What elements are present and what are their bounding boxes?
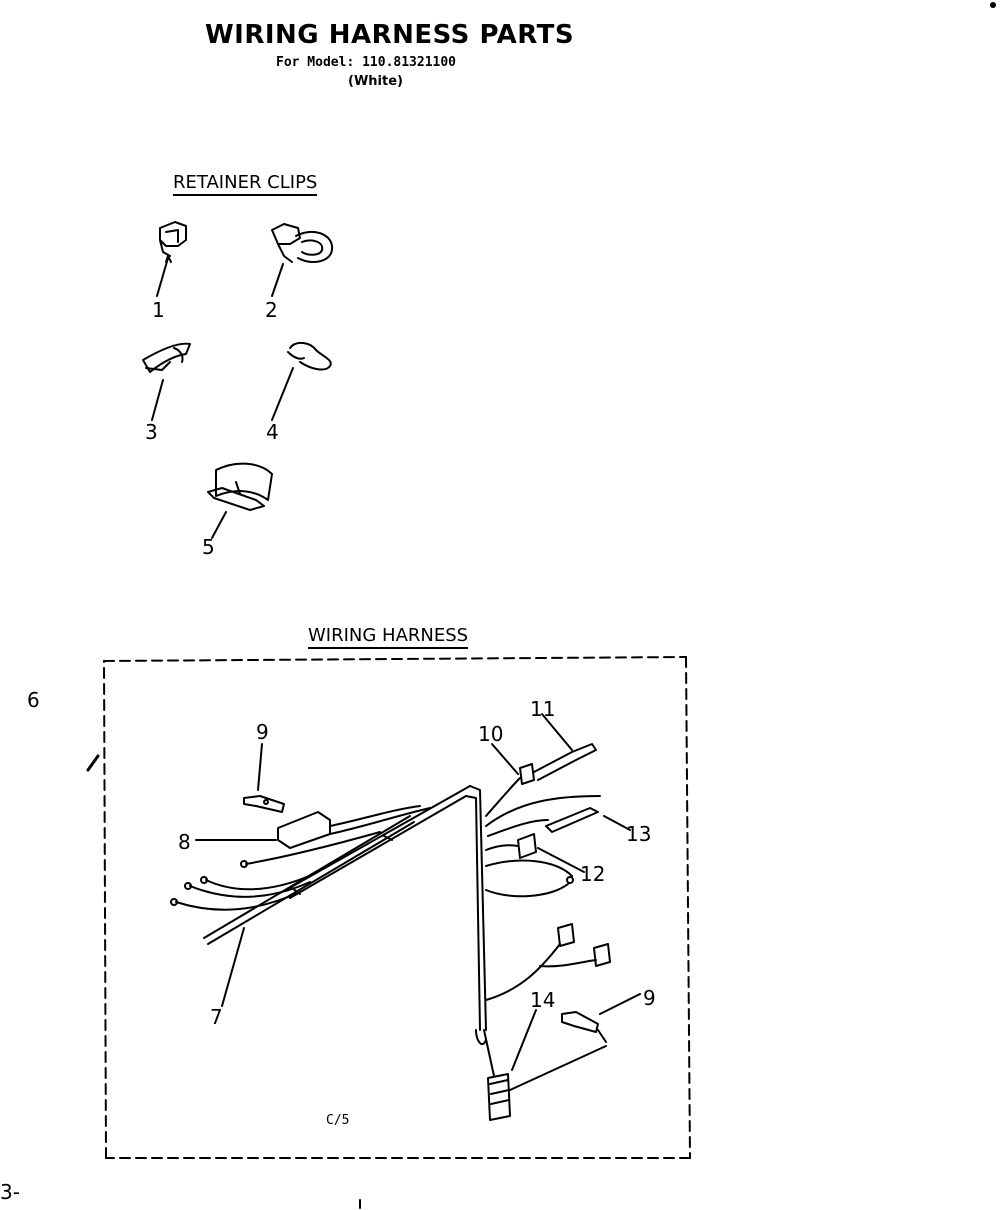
retainer-clip-4 [288,343,331,370]
leader-7 [222,928,244,1006]
leader-9-right [600,994,640,1014]
callout-8: 8 [178,830,191,854]
frame-tick [88,756,98,770]
harness-item-9-right [562,1012,606,1042]
leader-13 [604,816,630,830]
leader-1 [157,258,168,296]
callout-5: 5 [202,535,215,559]
harness-frame [104,657,690,1158]
model-number: For Model: 110.81321100 [276,55,457,70]
callout-9-top: 9 [256,720,269,744]
leader-9-top [258,744,262,790]
harness-item-13 [486,796,600,836]
retainer-clip-5 [208,464,272,510]
retainer-clip-1 [160,222,186,256]
retainer-clips-heading: RETAINER CLIPS [173,172,317,196]
retainer-clip-2 [272,224,332,262]
callout-2: 2 [265,298,278,322]
harness-item-12 [486,834,573,896]
harness-item-8 [241,806,430,867]
callout-1: 1 [152,298,165,322]
callout-11: 11 [530,697,556,721]
page-mark-6: 6 [27,688,40,712]
leader-2 [272,264,283,296]
harness-item-14 [484,1030,606,1120]
callout-13: 13 [626,822,652,846]
callout-4: 4 [266,420,279,444]
harness-item-10 [486,764,534,816]
leader-3 [152,380,163,420]
page-mark-bottom-left: 3- [0,1180,20,1204]
callout-7: 7 [210,1005,223,1029]
leader-5 [212,512,226,538]
callout-14: 14 [530,988,556,1012]
model-color: (White) [348,74,403,89]
callout-9-right: 9 [643,986,656,1010]
page-title: WIRING HARNESS PARTS [205,20,575,50]
wiring-harness-heading: WIRING HARNESS [308,625,468,649]
box-code: C/5 [326,1113,350,1128]
retainer-clip-3 [143,344,190,372]
harness-item-11 [534,744,596,780]
callout-12: 12 [580,862,606,886]
harness-item-9-top [244,796,284,812]
callout-10: 10 [478,722,504,746]
callout-3: 3 [145,420,158,444]
corner-mark [990,2,996,8]
leader-10 [492,744,518,774]
leader-4 [272,368,293,420]
harness-trunk [286,786,486,1044]
leader-14 [512,1010,536,1070]
leader-11 [542,714,572,750]
harness-lower-plugs [486,924,610,1000]
